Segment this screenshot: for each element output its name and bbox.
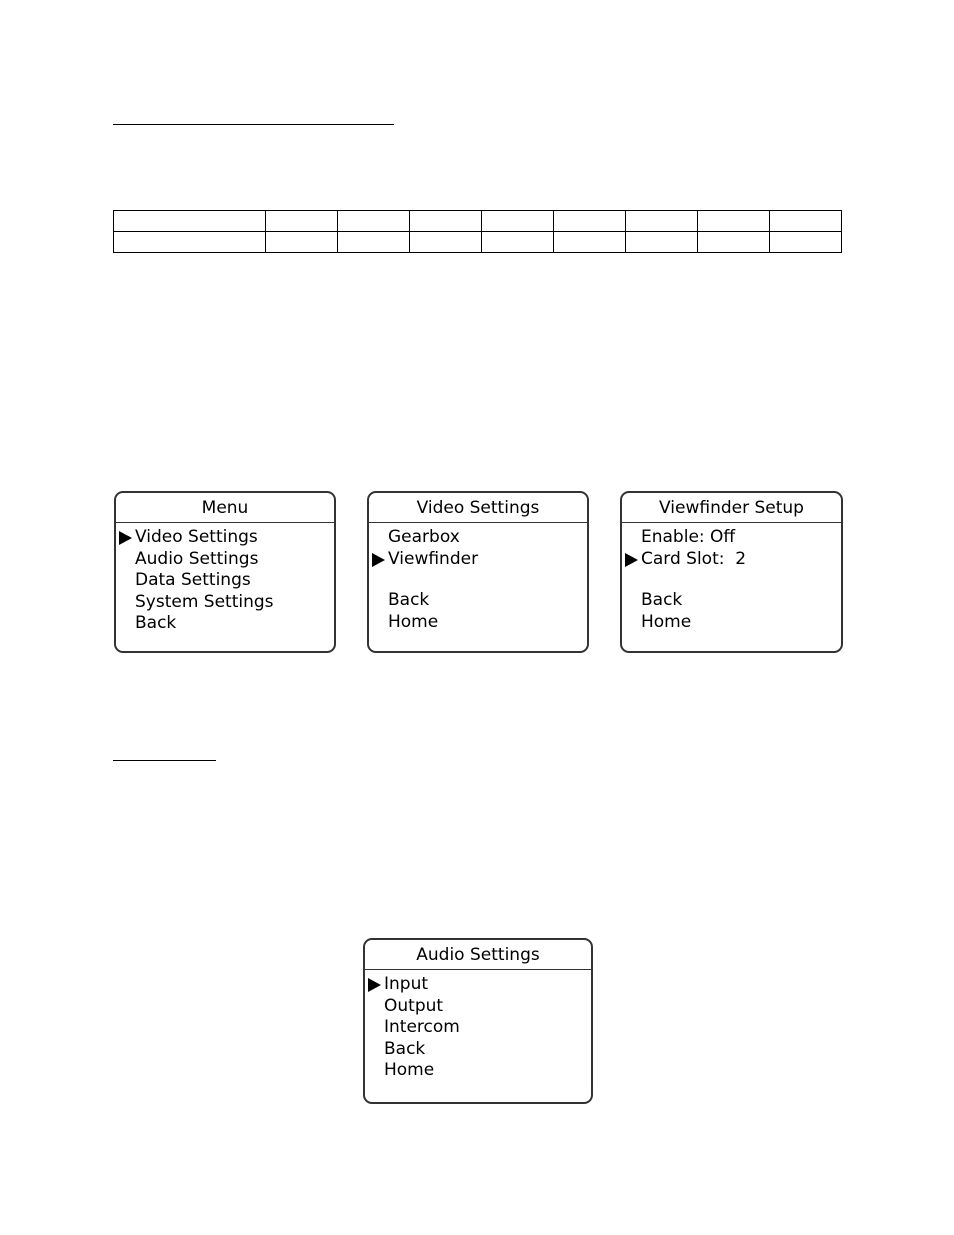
table-cell <box>554 211 626 232</box>
table-cell <box>338 211 410 232</box>
menu-item-label: Card Slot: 2 <box>641 548 747 569</box>
menu-item-label: Back <box>641 590 683 610</box>
video-settings-panel-title: Video Settings <box>369 493 587 523</box>
menu-item-back[interactable] <box>365 1039 591 1061</box>
viewfinder-setup-list <box>622 523 841 633</box>
empty-table <box>113 210 842 253</box>
menu-item-viewfinder[interactable] <box>369 549 587 571</box>
video-settings-list <box>369 523 587 633</box>
table-cell <box>114 211 266 232</box>
menu-item-home[interactable] <box>622 612 841 634</box>
triangle-right-icon <box>372 553 385 567</box>
menu-item-label: Audio Settings <box>135 548 259 569</box>
menu-item-label: Viewfinder <box>388 548 479 569</box>
table-cell <box>482 211 554 232</box>
table-cell <box>338 232 410 253</box>
triangle-right-icon <box>368 978 381 992</box>
menu-item-label: Data Settings <box>135 570 251 590</box>
menu-item-enable[interactable] <box>622 527 841 549</box>
menu-item-label: Output <box>384 995 444 1016</box>
table-row <box>114 232 842 253</box>
menu-item-label: Input <box>384 974 429 994</box>
table-cell <box>770 211 842 232</box>
menu-item-label: Gearbox <box>388 527 460 547</box>
audio-settings-list <box>365 970 591 1082</box>
menu-item-label: Back <box>135 613 177 633</box>
triangle-right-icon <box>119 531 132 545</box>
menu-spacer <box>622 570 841 590</box>
menu-item-video-settings[interactable] <box>116 527 334 549</box>
table-row <box>114 211 842 232</box>
audio-settings-panel <box>363 938 593 1104</box>
menu-item-label: Back <box>384 1038 426 1059</box>
viewfinder-setup-panel-title: Viewfinder Setup <box>622 493 841 523</box>
menu-spacer <box>369 570 587 590</box>
table-cell <box>266 211 338 232</box>
video-settings-panel <box>367 491 589 653</box>
table-cell <box>770 232 842 253</box>
table-cell <box>626 232 698 253</box>
menu-item-home[interactable] <box>369 612 587 634</box>
menu-item-card-slot[interactable] <box>622 549 841 571</box>
viewfinder-setup-panel <box>620 491 843 653</box>
section-heading-underline <box>113 760 216 761</box>
table-cell <box>410 211 482 232</box>
menu-item-label: Video Settings <box>135 527 258 547</box>
menu-panel-list <box>116 523 334 635</box>
menu-item-output[interactable] <box>365 996 591 1018</box>
table-cell <box>482 232 554 253</box>
menu-item-intercom[interactable] <box>365 1017 591 1039</box>
menu-item-back[interactable] <box>116 613 334 635</box>
menu-panel <box>114 491 336 653</box>
menu-item-label: System Settings <box>135 591 274 612</box>
menu-item-label: Home <box>384 1060 435 1080</box>
menu-item-label: Back <box>388 590 430 610</box>
table-cell <box>626 211 698 232</box>
menu-item-system-settings[interactable] <box>116 592 334 614</box>
table-cell <box>410 232 482 253</box>
menu-item-label: Home <box>388 611 439 632</box>
menu-item-back[interactable] <box>369 590 587 612</box>
menu-item-label: Enable: Off <box>641 527 736 547</box>
menu-item-back[interactable] <box>622 590 841 612</box>
menu-item-audio-settings[interactable] <box>116 549 334 571</box>
menu-item-label: Home <box>641 611 692 632</box>
menu-item-label: Intercom <box>384 1017 460 1037</box>
table-cell <box>554 232 626 253</box>
menu-item-data-settings[interactable] <box>116 570 334 592</box>
table-cell <box>266 232 338 253</box>
menu-item-gearbox[interactable] <box>369 527 587 549</box>
menu-item-input[interactable] <box>365 974 591 996</box>
table-cell <box>698 232 770 253</box>
triangle-right-icon <box>625 553 638 567</box>
menu-panel-title: Menu <box>116 493 334 523</box>
section-heading-underline <box>113 124 394 125</box>
table-cell <box>698 211 770 232</box>
menu-item-home[interactable] <box>365 1060 591 1082</box>
table-cell <box>114 232 266 253</box>
audio-settings-panel-title: Audio Settings <box>365 940 591 970</box>
